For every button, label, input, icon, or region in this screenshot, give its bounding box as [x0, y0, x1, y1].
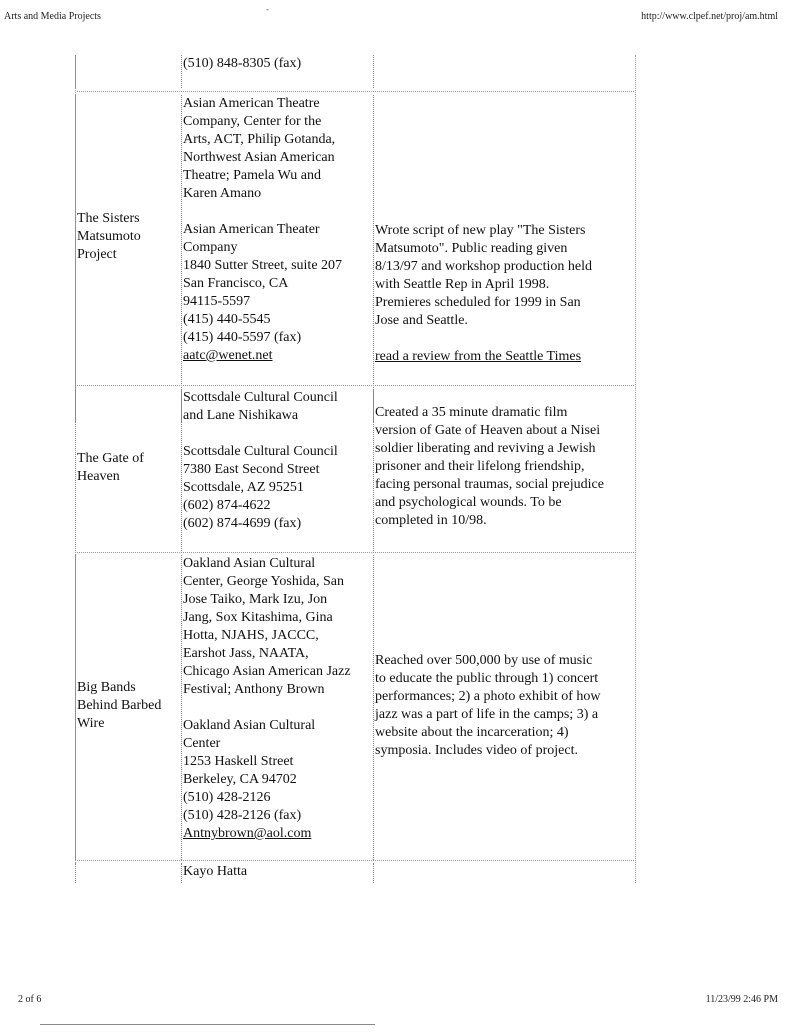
page-header-title: Arts and Media Projects — [4, 11, 101, 22]
contact-line: Jang, Sox Kitashima, Gina — [183, 610, 333, 625]
blank-line — [183, 203, 373, 221]
project-name-line: Heaven — [77, 469, 120, 484]
contact-line: Theatre; Pamela Wu and — [183, 168, 321, 183]
description-line: prisoner and their lifelong friendship, — [375, 459, 585, 474]
project-name-line: Behind Barbed — [77, 698, 162, 713]
description-line: 8/13/97 and workshop production held — [375, 259, 592, 274]
description-line: and psychological wounds. To be — [375, 495, 562, 510]
description-line: to educate the public through 1) concert — [375, 671, 599, 686]
contact-line: Company, Center for the — [183, 114, 322, 129]
project-cell — [75, 95, 179, 422]
print-datetime: 11/23/99 2:46 PM — [705, 994, 778, 1005]
contact-line: (415) 440-5597 (fax) — [183, 330, 302, 345]
projects-table — [73, 55, 638, 883]
contact-line: Berkeley, CA 94702 — [183, 772, 297, 787]
contact-line: Asian American Theatre — [183, 96, 320, 111]
review-link[interactable]: read a review from the Seattle Times — [375, 349, 582, 364]
description-line: Jose and Seattle. — [375, 313, 468, 328]
project-name-line: The Sisters — [77, 211, 140, 226]
contact-line: Hotta, NJAHS, JACCC, — [183, 628, 319, 643]
blank-line — [183, 425, 373, 443]
contact-line: Northwest Asian American — [183, 150, 335, 165]
project-name-line: Project — [77, 247, 117, 262]
description-line: Wrote script of new play "The Sisters — [375, 223, 586, 238]
contact-line: 1253 Haskell Street — [183, 754, 294, 769]
contact-line: (415) 440-5545 — [183, 312, 271, 327]
blank-line — [375, 330, 635, 348]
project-cell — [75, 555, 179, 860]
description-line: website about the incarceration; 4) — [375, 725, 569, 740]
table-row — [73, 863, 638, 883]
project-name-line: The Gate of — [77, 451, 144, 466]
description-line: performances; 2) a photo exhibit of how — [375, 689, 601, 704]
description-cell — [373, 863, 635, 883]
project-cell — [75, 863, 179, 883]
contact-line: (602) 874-4622 — [183, 498, 271, 513]
contact-line: Jose Taiko, Mark Izu, Jon — [183, 592, 328, 607]
description-line: with Seattle Rep in April 1998. — [375, 277, 550, 292]
contact-line: and Lane Nishikawa — [183, 408, 299, 423]
description-line: facing personal traumas, social prejudice — [375, 477, 604, 492]
contact-line: Scottsdale Cultural Council — [183, 390, 338, 405]
blank-line — [183, 699, 373, 717]
email-link[interactable]: aatc@wenet.net — [183, 348, 273, 363]
contact-line: (510) 848-8305 (fax) — [183, 56, 302, 71]
contact-cell — [181, 389, 373, 551]
description-line: Premieres scheduled for 1999 in San — [375, 295, 581, 310]
row-divider — [77, 91, 634, 92]
contact-line: Scottsdale Cultural Council — [183, 444, 338, 459]
project-name-line: Matsumoto — [77, 229, 141, 244]
contact-line: (602) 874-4699 (fax) — [183, 516, 302, 531]
contact-line: 1840 Sutter Street, suite 207 — [183, 258, 343, 273]
description-line: version of Gate of Heaven about a Nisei — [375, 423, 601, 438]
project-cell — [75, 55, 179, 88]
table-row — [73, 555, 638, 860]
description-line: Reached over 500,000 by use of music — [375, 653, 593, 668]
contact-line: (510) 428-2126 — [183, 790, 271, 805]
description-line: Created a 35 minute dramatic film — [375, 405, 568, 420]
table-row — [73, 55, 638, 88]
contact-line: Earshot Jass, NAATA, — [183, 646, 309, 661]
row-divider — [77, 552, 634, 553]
description-line: Matsumoto". Public reading given — [375, 241, 568, 256]
page-header-url: http://www.clpef.net/proj/am.html — [641, 11, 778, 22]
project-name-line: Big Bands — [77, 680, 136, 695]
contact-line: Oakland Asian Cultural — [183, 718, 316, 733]
table-row — [73, 95, 638, 422]
contact-cell — [181, 555, 373, 860]
contact-cell — [181, 95, 373, 422]
contact-line: (510) 428-2126 (fax) — [183, 808, 302, 823]
email-link[interactable]: Antnybrown@aol.com — [183, 826, 312, 841]
description-cell — [373, 389, 635, 551]
contact-line: San Francisco, CA — [183, 276, 289, 291]
description-line: symposia. Includes video of project. — [375, 743, 578, 758]
row-divider — [77, 860, 634, 861]
project-cell — [75, 389, 179, 551]
contact-line: Center — [183, 736, 221, 751]
row-divider — [77, 385, 634, 386]
description-cell — [373, 55, 635, 88]
contact-cell — [181, 863, 373, 883]
contact-line: Scottsdale, AZ 95251 — [183, 480, 304, 495]
contact-line: 7380 East Second Street — [183, 462, 320, 477]
contact-cell — [181, 55, 373, 88]
contact-line: Kayo Hatta — [183, 864, 248, 879]
contact-line: Asian American Theater — [183, 222, 320, 237]
contact-line: Center, George Yoshida, San — [183, 574, 344, 589]
description-line: completed in 10/98. — [375, 513, 487, 528]
header-mark: - — [266, 4, 269, 14]
contact-line: 94115-5597 — [183, 294, 251, 309]
contact-line: Chicago Asian American Jazz — [183, 664, 351, 679]
description-line: jazz was a part of life in the camps; 3) a — [375, 707, 599, 722]
page-number: 2 of 6 — [18, 994, 42, 1005]
project-name-line: Wire — [77, 716, 105, 731]
contact-line: Oakland Asian Cultural — [183, 556, 316, 571]
contact-line: Karen Amano — [183, 186, 262, 201]
description-cell — [373, 95, 635, 422]
description-line: soldier liberating and reviving a Jewish — [375, 441, 596, 456]
contact-line: Arts, ACT, Philip Gotanda, — [183, 132, 336, 147]
description-cell — [373, 555, 635, 860]
contact-line: Company — [183, 240, 238, 255]
table-row — [73, 389, 638, 551]
contact-line: Festival; Anthony Brown — [183, 682, 325, 697]
footer-rule — [40, 1024, 375, 1025]
